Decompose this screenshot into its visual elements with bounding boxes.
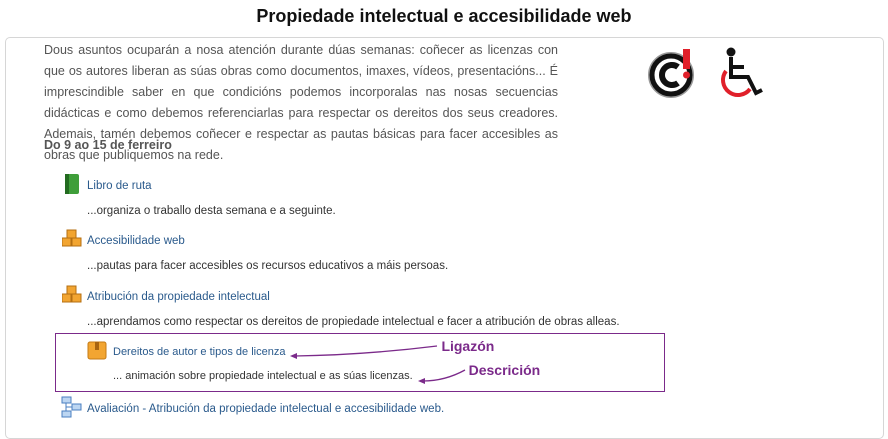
item-description: ...aprendamos como respectar os dereitos de propiedade intelectual e facer a atribución de obras alleas. <box>87 316 620 328</box>
description-annotation-row <box>113 362 540 390</box>
annotation-arrow-description <box>417 364 467 388</box>
accessibility-icon <box>718 47 770 101</box>
box-icon <box>87 340 107 360</box>
annotation-link-label: Ligazón <box>441 338 495 354</box>
package-icon <box>62 229 82 247</box>
item-link-libro-de-ruta[interactable]: Libro de ruta <box>87 180 152 192</box>
page-title: Propiedade intelectual e accesibilidade web <box>256 6 632 26</box>
section-intro: Dous asuntos ocuparán a nosa atención durante dúas semanas: coñecer as licenzas con que os autores liberan as súas obras como documentos, imaxes, vídeos, presentacións... É imprescindible saber en que condicións podemos incorporalas nas nosas secuencias didácticas e como debemos referenciarlas para respectar os dereitos dos seus creadores. Ademais, tamén debemos coñecer e respectar as pautas básicas para facer accesibles as obras que publiquemos na rede. <box>44 43 558 162</box>
section-dates: Do 9 ao 15 de ferreiro <box>44 138 172 152</box>
item-link-accesibilidade-web[interactable]: Accesibilidade web <box>87 235 185 247</box>
item-description: ...pautas para facer accesibles os recursos educativos a máis persoas. <box>87 260 449 272</box>
annotation-arrow-link <box>289 340 439 364</box>
item-description: ... animación sobre propiedade intelectual e as súas licenzas. <box>113 370 413 382</box>
item-link-atribucion[interactable]: Atribución da propiedade intelectual <box>87 291 270 303</box>
package-icon <box>62 285 82 303</box>
annotation-description-label: Descrición <box>468 362 541 378</box>
copyright-warning-icon <box>645 45 701 101</box>
item-link-dereitos-de-autor[interactable]: Dereitos de autor e tipos de licenza <box>113 346 286 358</box>
workshop-icon <box>61 396 83 419</box>
book-icon <box>63 174 81 194</box>
item-link-avaliacion[interactable]: Avaliación - Atribución da propiedade intelectual e accesibilidade web. <box>87 403 445 415</box>
item-description: ...organiza o traballo desta semana e a seguinte. <box>87 205 336 217</box>
